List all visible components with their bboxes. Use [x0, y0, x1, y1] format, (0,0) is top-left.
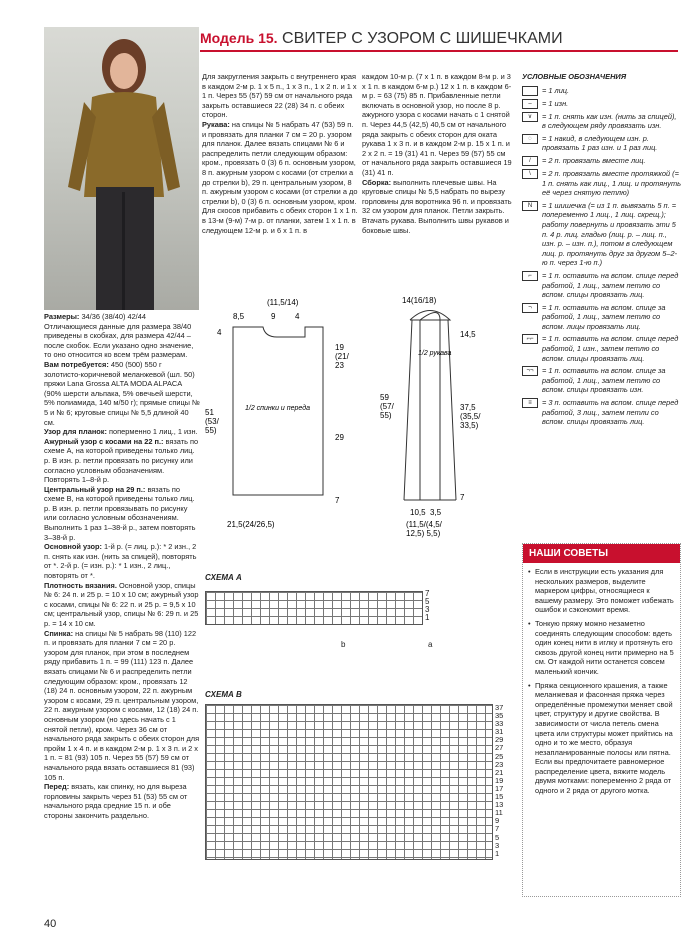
paragraph-heading: Плотность вязания. — [44, 580, 117, 590]
paragraph-text: 1-й р. (= лиц. р.): * 2 изн., 2 п. снять как изн. (нить за спицей), повторять от *. 2-й р. (= изн. р.): * 1 изн., 2 лиц., повторять от *. — [44, 542, 197, 581]
body-left-top: 4 — [217, 328, 222, 337]
legend-title: УСЛОВНЫЕ ОБОЗНАЧЕНИЯ — [522, 72, 627, 81]
paragraph-heading: Вам потребуется: — [44, 359, 109, 369]
paragraph — [202, 120, 358, 235]
row-number: 19 — [495, 775, 504, 785]
paragraph — [44, 360, 200, 427]
paragraph-heading: Узор для планок: — [44, 427, 107, 437]
paragraph-text: выполнить плечевые швы. На круговые спицы № 5,5 набрать по вырезу горловины для воротника 96 п. и провязать 32 см узором для планок. Петли закрыть. Втачать рукава. Выполнить швы рукавов и боковые швы. — [362, 177, 512, 235]
paragraph-text: поперменно 1 лиц., 1 изн. — [106, 427, 198, 437]
paragraph-text: на спицы № 5 набрать 98 (110) 122 п. и провязать для планки 7 см = 20 р. узором для планок, при этом в последнем ряду прибавить 1 п. = 99 (111) 123 п. Далее вязать спицами № 6 и распределить петли следующим образом: кром., провязать 12 (18) 24 п. основным узором, 22 п. ажурным узором с косами, 29 п. центральным узором, 22 п. ажурным узором с косами, 12 (18) 24 п. основным узором (но здесь начать с 1 снятой петли), кром. Через 36 см от начального ряда закрыть с обеих сторон для пройм 1 х 4 п. и в каждом 2-м р. 1 х 3 п. и 2 х 1 п. = 81 (93) 105 п. Через 55 (57) 59 см от начального ряда вязать оставшиеся 81 (93) 105 п. — [44, 628, 200, 782]
row-number: 9 — [495, 816, 500, 826]
schema-a-rows — [425, 590, 429, 622]
row-number: 15 — [495, 792, 504, 802]
row-number: 11 — [495, 808, 503, 818]
body-right-c: 7 — [335, 496, 340, 505]
legend-item — [522, 334, 682, 363]
legend-text: = 1 лиц. — [542, 85, 570, 95]
legend-item — [522, 86, 682, 96]
row-number: 17 — [495, 783, 504, 793]
sleeve-bottom-1: 10,5 — [410, 508, 426, 517]
row-number: 31 — [495, 727, 504, 737]
legend-symbol-icon: ∨ — [522, 112, 538, 122]
body-top-dim: (11,5/14) — [267, 298, 299, 307]
legend-symbol-icon: ◌ — [522, 134, 538, 144]
legend-item — [522, 156, 682, 166]
body-top-2: 9 — [271, 312, 276, 321]
legend-item — [522, 271, 682, 300]
sleeve-pattern-diagram — [380, 295, 520, 540]
legend-text: = 2 п. провязать вместе протяжкой (= 1 п. снять как лиц., 1 лиц. и протянуть её через снятую петлю) — [542, 168, 682, 198]
paragraph-heading: Перед: — [44, 782, 70, 792]
paragraph-text: 34/36 (38/40) 42/44 — [79, 312, 146, 321]
legend-symbol-icon — [522, 86, 538, 96]
body-pattern-diagram — [205, 295, 385, 540]
legend-symbol-icon: ¬ — [522, 303, 538, 313]
tip-item: • Пряжа секционного крашения, а также меланжевая и фасонная пряжа через определённые промежутки меняет свой цвет, структуру и другие свойства. В зависимости от числа петель смена цвета или структуры может прийтись на одно и то же место, образуя незапланированные полосы или пятна. Если вы предпочитаете равномерное распределение цвета, вяжите модель двумя мотками: попеременно 2 ряда от одного и 2 ряда от другого мотка. — [523, 677, 680, 796]
sleeve-right-3: 7 — [460, 493, 465, 502]
tips-box — [522, 543, 681, 897]
paragraph-heading: Спинка: — [44, 628, 74, 638]
row-number: 7 — [425, 589, 430, 598]
legend-symbol-icon: ¬¬ — [522, 366, 538, 376]
row-number: 23 — [495, 759, 504, 769]
paragraph — [44, 581, 200, 629]
paragraph — [44, 782, 200, 820]
paragraph — [362, 178, 512, 236]
legend-text: = 1 п. оставить на вспом. спице за работой, 1 лиц., затем петлю со вспом. лицы провязать лиц. — [542, 302, 666, 331]
row-number: 27 — [495, 743, 504, 753]
paragraph-heading: Центральный узор на 29 п.: — [44, 484, 146, 494]
legend-text: = 2 п. провязать вместе лиц. — [542, 155, 646, 165]
sleeve-bottom: (11,5/(4,5/ 12,5) 5,5) — [406, 520, 442, 538]
model-photo — [44, 27, 199, 310]
tips-list — [523, 563, 680, 796]
sleeve-left: 59 (57/ 55) — [380, 393, 394, 420]
body-top-3: 4 — [295, 312, 300, 321]
model-title: СВИТЕР С УЗОРОМ С ШИШЕЧКАМИ — [282, 30, 563, 47]
legend-text: = 1 шишечка (= из 1 п. вывязать 5 п. = попеременно 1 лиц., 1 лиц. скрещ.); работу повернуть и провязать эти 5 п. 4 р. лиц. гладью (лиц. р. – лиц. п., изн. р. – изн. п.), потом в следующем лиц. р. протянуть друг за другом 5–2-ю п. через 1-ю п.) — [542, 200, 678, 268]
paragraph-text: 450 (500) 550 г золотисто-коричневой меланжевой (шл. 50) пряжи Lana Grossa ALTA MODA ALPACA (90% шерсти альпака, 5% овечьей шерсти, 5% полиамида, 140 м/50 г); прямые спицы № 5 и № 6; круговые спицы № 5,5 длиной 40 см. — [44, 359, 200, 427]
legend-symbol-icon: – — [522, 99, 538, 109]
paragraph-text: на спицы № 5 набрать 47 (53) 59 п. и провязать для планки 7 см = 20 р. узором для планок. Далее вязать спицами № 6 и распределить петли следующим образом: кром., провязать 0 (3) 6 п. основным узором, 8 п. ажурным узором с косами (от стрелки а до стрелки b), 29 п. центральным узором, 8 п. ажурным узором с косами (от стрелки а до стрелки b), 0 (3) 6 п. основным узором, кром. Для скосов прибавить с обеих сторон 1 х 1 п. в 13-м (9-м) 7-м р. от планки, затем 1 х 1 п. в следующем 12-м р. и 6 х 1 п. в — [202, 119, 358, 235]
schema-a-title: СХЕМА А — [205, 573, 242, 582]
legend-item — [522, 134, 682, 153]
paragraph-heading: Ажурный узор с косами на 22 п.: — [44, 436, 164, 446]
sleeve-right-1: 14,5 — [460, 330, 476, 339]
paragraph-heading: Основной узор: — [44, 542, 102, 552]
paragraph — [44, 427, 200, 437]
body-left-height: 51 (53/ 55) — [205, 408, 219, 435]
paragraph — [44, 322, 200, 360]
row-number: 1 — [495, 848, 500, 858]
schema-b-rows — [495, 704, 503, 858]
legend-text: = 1 п. оставить на вспом. спице за работой, 1 лиц., затем петлю со вспом. спицы провязать изн. — [542, 366, 666, 395]
row-number: 29 — [495, 735, 504, 745]
paragraph-text: Основной узор, спицы № 6: 24 п. и 25 р. = 10 х 10 см; ажурный узор с косами, спицы № 6: 22 п. и 25 р. = 9,5 х 10 см; центральный узор, спицы № 6: 29 п. и 25 р. = 14 х 10 см. — [44, 580, 199, 628]
legend-text: = 1 накид, в следующем изн. р. провязать 1 раз изн. и 1 раз лиц. — [542, 133, 658, 153]
legend-symbol-icon: ⌐ — [522, 271, 538, 281]
tip-item: • Тонкую пряжу можно незаметно соединять следующим способом: вдеть один конец нити в иглку и протянуть его сквозь другой конец нити примерно на 5 см. От каждой нити останется совсем маленький кончик. — [523, 615, 680, 677]
schema-a-arrow-a: a — [428, 640, 433, 649]
paragraph-text: вязать по схеме В, на которой приведены только лиц. р. В изн. р. петли провязывать по рисунку или согласно условным обозначениям. Выполнить 1 раз 1–38-й р., затем повторять 3–38-й р. — [44, 484, 196, 542]
legend-symbol-icon: ≡ — [522, 398, 538, 408]
legend-item — [522, 112, 682, 131]
legend-symbol-icon: ⌐⌐ — [522, 334, 538, 344]
body-right-a: 19 (21/ 23 — [335, 343, 349, 370]
row-number: 37 — [495, 703, 504, 712]
legend-list — [522, 86, 682, 427]
row-number: 7 — [495, 824, 500, 834]
legend-item — [522, 169, 682, 198]
paragraph-text: Для закругления закрыть с внутреннего края в каждом 2-м р. 1 х 5 п., 1 х 3 п., 1 х 2 п. и 1 х 1 п. Через 55 (57) 59 см от начального ряда закрыть оставшиеся 22 (28) 34 п. с обеих сторон. — [202, 72, 357, 120]
instructions-middle — [202, 72, 358, 235]
paragraph-text: вязать по схеме А, на которой приведены только лиц. р. В изн. р. петли провязать по рисунку или согласно условным обозначениям. Повторять 1–8-й р. — [44, 436, 199, 485]
paragraph — [362, 72, 512, 178]
row-number: 5 — [495, 832, 500, 842]
tip-item: • Если в инструкции есть указания для нескольких размеров, выделите маркером цифры, относящиеся к вашему размеру. Это поможет избежать ошибок и сэкономит время. — [523, 563, 680, 615]
legend-item — [522, 201, 682, 268]
body-bottom: 21,5(24/26,5) — [227, 520, 275, 529]
body-right-b: 29 — [335, 433, 344, 442]
legend-item — [522, 366, 682, 395]
row-number: 21 — [495, 767, 504, 777]
schema-b-title: СХЕМА В — [205, 690, 242, 699]
paragraph — [44, 437, 200, 485]
sleeve-top-dim: 14(16/18) — [402, 296, 437, 305]
legend-text: = 1 п. оставить на вспом. спице перед работой, 1 изн., затем петлю со вспом. спицы провязать лиц. — [542, 334, 679, 363]
schema-b-grid — [205, 704, 493, 860]
instructions-right — [362, 72, 512, 235]
instructions-left — [44, 312, 200, 820]
sleeve-diagram-label: 1/2 рукава — [418, 350, 452, 357]
row-number: 33 — [495, 719, 504, 729]
paragraph-text: каждом 10-м р. (7 х 1 п. в каждом 8-м р. и 3 х 1 п. в каждом 6-м р.) 12 х 1 п. в каждом 6-м р. = 63 (75) 85 п. Прибавленные петли включать в основной узор, но после 8 р. ажурного узора с косами начать с 1 снятой п. Через 44,5 (42,5) 40,5 см от начального ряда закрыть с обеих сторон для оката рукава 1 х 3 п. и в каждом 2-м р. 15 х 1 п. и 2 х 2 п. = 19 (31) 41 п. Через 59 (57) 55 см от начального ряда закрыть оставшиеся 19 (31) 41 п. — [362, 72, 512, 177]
legend-text: = 1 п. оставить на вспом. спице перед работой, 1 лиц., затем петлю со вспом. спицы провязать лиц. — [542, 270, 679, 300]
paragraph-heading: Рукава: — [202, 119, 230, 129]
legend-item — [522, 99, 682, 109]
row-number: 3 — [495, 840, 500, 850]
sleeve-right-2: 37,5 (35,5/ 33,5) — [460, 403, 481, 430]
paragraph-heading: Размеры: — [44, 312, 80, 321]
legend-symbol-icon: \ — [522, 169, 538, 179]
legend-symbol-icon: N — [522, 201, 538, 211]
legend-item — [522, 303, 682, 332]
legend-text: = 1 п. снять как изн. (нить за спицей), в следующем ряду провязать изн. — [542, 111, 677, 131]
row-number: 5 — [425, 597, 430, 606]
legend-item — [522, 398, 682, 427]
row-number: 35 — [495, 711, 504, 721]
paragraph — [44, 485, 200, 543]
page-number: 40 — [44, 918, 57, 930]
model-number: Модель 15. — [200, 30, 278, 46]
legend-symbol-icon: / — [522, 156, 538, 166]
schema-a-grid — [205, 591, 423, 625]
paragraph — [202, 72, 358, 120]
tips-title: НАШИ СОВЕТЫ — [523, 544, 680, 563]
paragraph — [44, 312, 200, 322]
legend-text: = 3 п. оставить на вспом. спице перед работой, 3 лиц., затем петли со вспом. спицы провязать лиц. — [542, 398, 679, 427]
page-header — [200, 30, 678, 52]
row-number: 3 — [425, 605, 430, 614]
sleeve-bottom-2: 3,5 — [430, 508, 442, 517]
body-top-1: 8,5 — [233, 312, 245, 321]
row-number: 25 — [495, 751, 504, 761]
paragraph — [44, 542, 200, 580]
body-diagram-label: 1/2 спинки и переда — [245, 405, 310, 412]
paragraph-text: вязать, как спинку, но для выреза горловины закрыть через 51 (53) 55 см от начального ряда средние 15 п. и обе стороны закончить раздельно. — [44, 782, 188, 820]
paragraph — [44, 629, 200, 783]
paragraph-text: Отличающиеся данные для размера 38/40 приведены в скобках, для размера 42/44 – после скобок. Если указано одно значение, то оно относится ко всем трём размерам. — [44, 321, 194, 360]
schema-a-arrow-b: b — [341, 640, 346, 649]
paragraph-heading: Сборка: — [362, 177, 392, 187]
legend — [522, 72, 682, 430]
legend-text: = 1 изн. — [542, 98, 569, 108]
row-number: 1 — [425, 613, 430, 622]
row-number: 13 — [495, 800, 504, 810]
